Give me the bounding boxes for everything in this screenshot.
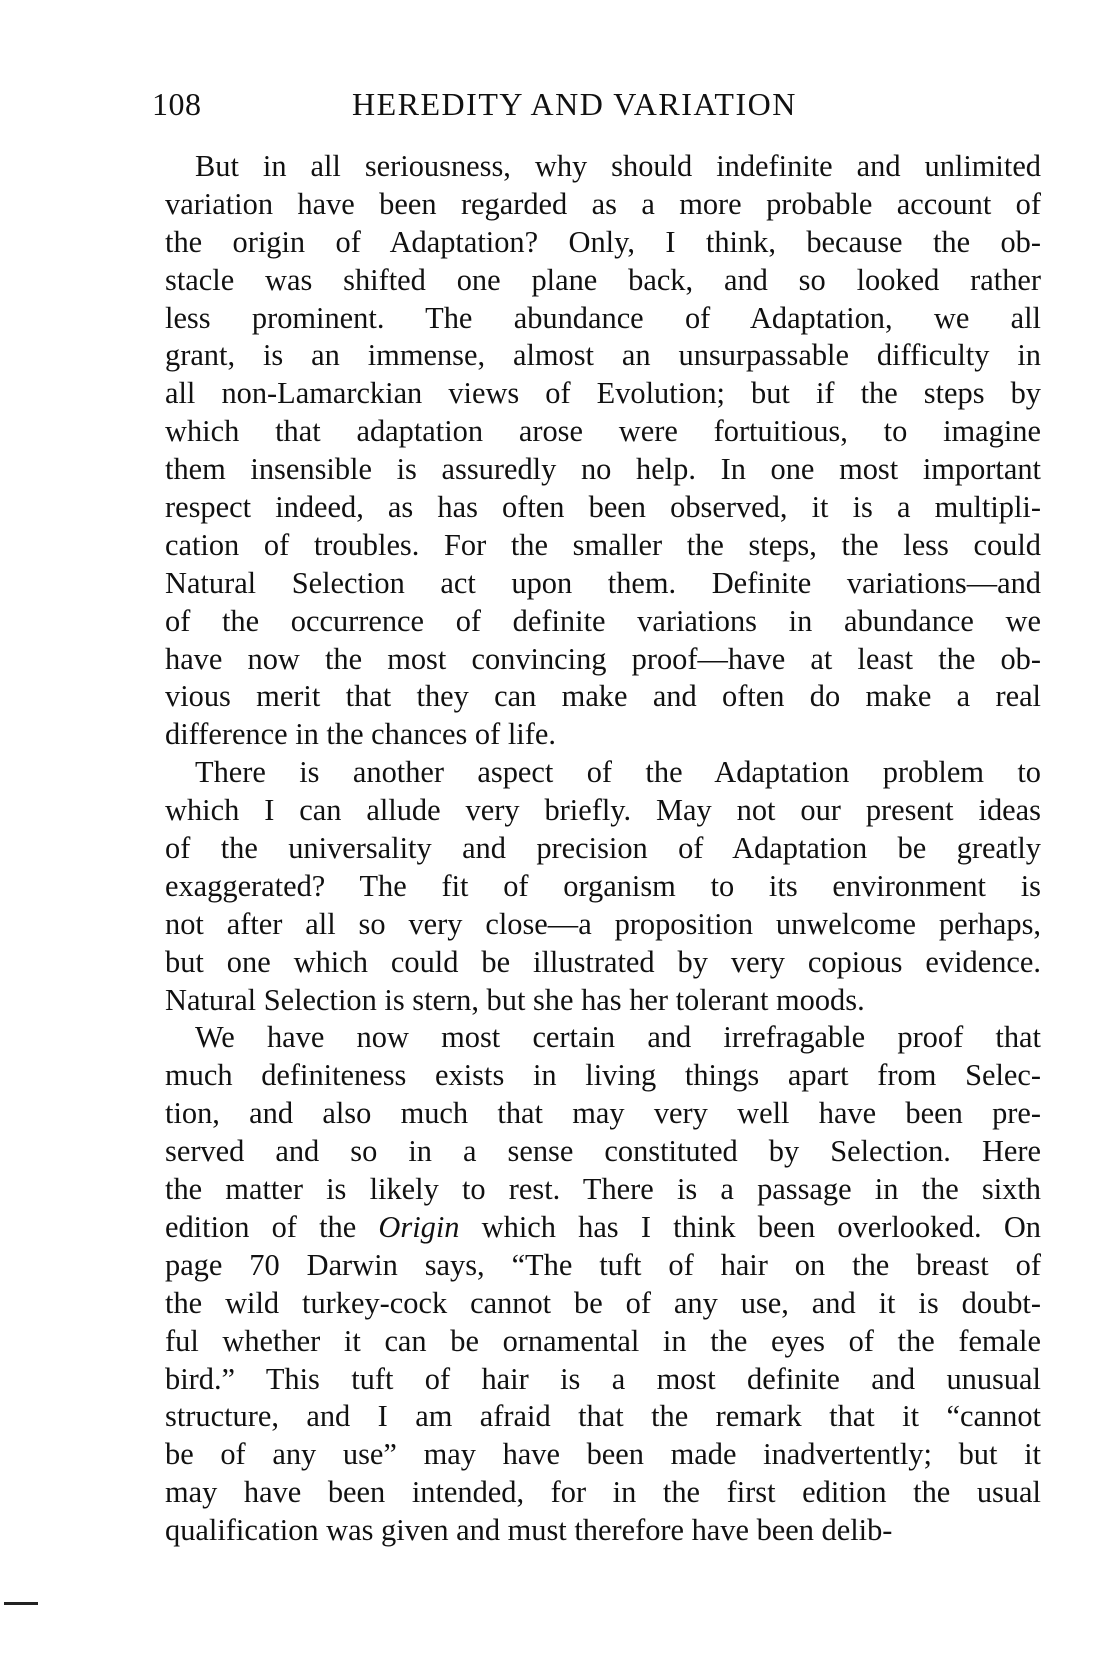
running-title: HEREDITY AND VARIATION bbox=[352, 86, 797, 122]
text-line bbox=[165, 830, 1041, 868]
text-fragment: much definiteness exists in living things apart from Selec- bbox=[165, 1058, 1041, 1093]
text-line bbox=[165, 603, 1041, 641]
text-line bbox=[165, 1209, 1041, 1247]
body-text bbox=[165, 148, 1041, 1550]
text-fragment: stacle was shifted one plane back, and so looked rather bbox=[165, 262, 1041, 297]
text-fragment: page 70 Darwin says, “The tuft of hair on the breast of bbox=[165, 1247, 1041, 1282]
text-fragment: respect indeed, as has often been observed, it is a multipli- bbox=[165, 490, 1041, 525]
text-line bbox=[165, 565, 1041, 603]
running-head bbox=[152, 82, 852, 126]
text-fragment: be of any use” may have been made inadvertently; but it bbox=[165, 1437, 1041, 1472]
text-fragment: tion, and also much that may very well have been pre- bbox=[165, 1096, 1041, 1131]
text-line bbox=[165, 982, 1041, 1020]
text-fragment: the matter is likely to rest. There is a passage in the sixth bbox=[165, 1172, 1041, 1207]
text-line bbox=[165, 792, 1041, 830]
text-line bbox=[165, 413, 1041, 451]
text-fragment: cation of troubles. For the smaller the steps, the less could bbox=[165, 527, 1041, 562]
text-line bbox=[165, 1436, 1041, 1474]
text-fragment: There is another aspect of the Adaptation problem to bbox=[195, 755, 1041, 790]
text-line bbox=[165, 1285, 1041, 1323]
text-fragment: exaggerated? The fit of organism to its environment is bbox=[165, 868, 1041, 903]
text-fragment: less prominent. The abundance of Adaptation, we all bbox=[165, 300, 1041, 335]
text-fragment: qualification was given and must therefore have been delib- bbox=[165, 1513, 893, 1548]
text-fragment: bird.” This tuft of hair is a most definite and unusual bbox=[165, 1361, 1041, 1396]
text-fragment: which has I think been overlooked. On bbox=[459, 1209, 1041, 1244]
italic-title: Origin bbox=[378, 1209, 460, 1244]
text-fragment: edition of the bbox=[165, 1209, 379, 1244]
text-fragment: the wild turkey-cock cannot be of any use, and it is doubt- bbox=[165, 1285, 1041, 1320]
text-line bbox=[165, 375, 1041, 413]
text-line bbox=[165, 868, 1041, 906]
text-fragment: the origin of Adaptation? Only, I think, because the ob- bbox=[165, 224, 1041, 259]
text-line bbox=[165, 1057, 1041, 1095]
text-line bbox=[165, 337, 1041, 375]
text-fragment: have now the most convincing proof—have at least the ob- bbox=[165, 641, 1041, 676]
text-line bbox=[165, 754, 1041, 792]
text-fragment: variation have been regarded as a more probable account of bbox=[165, 186, 1041, 221]
text-line bbox=[165, 678, 1041, 716]
text-fragment: which I can allude very briefly. May not our present ideas bbox=[165, 793, 1041, 828]
text-fragment: difference in the chances of life. bbox=[165, 717, 556, 752]
text-fragment: vious merit that they can make and often do make a real bbox=[165, 679, 1041, 714]
text-fragment: served and so in a sense constituted by Selection. Here bbox=[165, 1134, 1041, 1169]
text-line bbox=[165, 944, 1041, 982]
paragraph bbox=[165, 148, 1041, 754]
text-line bbox=[165, 224, 1041, 262]
text-line bbox=[165, 1323, 1041, 1361]
margin-mark bbox=[4, 1602, 38, 1605]
text-fragment: But in all seriousness, why should indefinite and unlimited bbox=[195, 149, 1041, 183]
text-line bbox=[165, 1019, 1041, 1057]
text-fragment: all non-Lamarckian views of Evolution; but if the steps by bbox=[165, 376, 1041, 411]
page-number: 108 bbox=[152, 86, 202, 122]
text-line bbox=[165, 527, 1041, 565]
text-line bbox=[165, 1247, 1041, 1285]
text-line bbox=[165, 148, 1041, 186]
text-line bbox=[165, 451, 1041, 489]
text-line bbox=[165, 186, 1041, 224]
text-line bbox=[165, 716, 1041, 754]
text-fragment: grant, is an immense, almost an unsurpassable difficulty in bbox=[165, 338, 1041, 373]
text-fragment: of the occurrence of definite variations in abundance we bbox=[165, 603, 1041, 638]
text-line bbox=[165, 1171, 1041, 1209]
text-fragment: may have been intended, for in the first edition the usual bbox=[165, 1475, 1041, 1510]
text-fragment: not after all so very close—a proposition unwelcome perhaps, bbox=[165, 906, 1041, 941]
text-fragment: ful whether it can be ornamental in the eyes of the female bbox=[165, 1323, 1041, 1358]
text-line bbox=[165, 300, 1041, 338]
text-fragment: We have now most certain and irrefragable proof that bbox=[195, 1020, 1041, 1055]
text-line bbox=[165, 1095, 1041, 1133]
text-line bbox=[165, 1398, 1041, 1436]
text-line bbox=[165, 489, 1041, 527]
text-line bbox=[165, 1361, 1041, 1399]
text-fragment: Natural Selection act upon them. Definite variations—and bbox=[165, 565, 1041, 600]
paragraph bbox=[165, 1019, 1041, 1549]
text-line bbox=[165, 641, 1041, 679]
text-fragment: but one which could be illustrated by very copious evidence. bbox=[165, 944, 1041, 979]
text-fragment: structure, and I am afraid that the remark that it “cannot bbox=[165, 1399, 1041, 1434]
text-fragment: them insensible is assuredly no help. In one most important bbox=[165, 452, 1041, 487]
paragraph bbox=[165, 754, 1041, 1019]
text-line bbox=[165, 906, 1041, 944]
text-fragment: of the universality and precision of Adaptation be greatly bbox=[165, 831, 1041, 866]
text-fragment: which that adaptation arose were fortuitious, to imagine bbox=[165, 414, 1041, 449]
text-line bbox=[165, 1133, 1041, 1171]
text-line bbox=[165, 1474, 1041, 1512]
text-line bbox=[165, 262, 1041, 300]
text-fragment: Natural Selection is stern, but she has her tolerant moods. bbox=[165, 982, 865, 1017]
text-line bbox=[165, 1512, 1041, 1550]
